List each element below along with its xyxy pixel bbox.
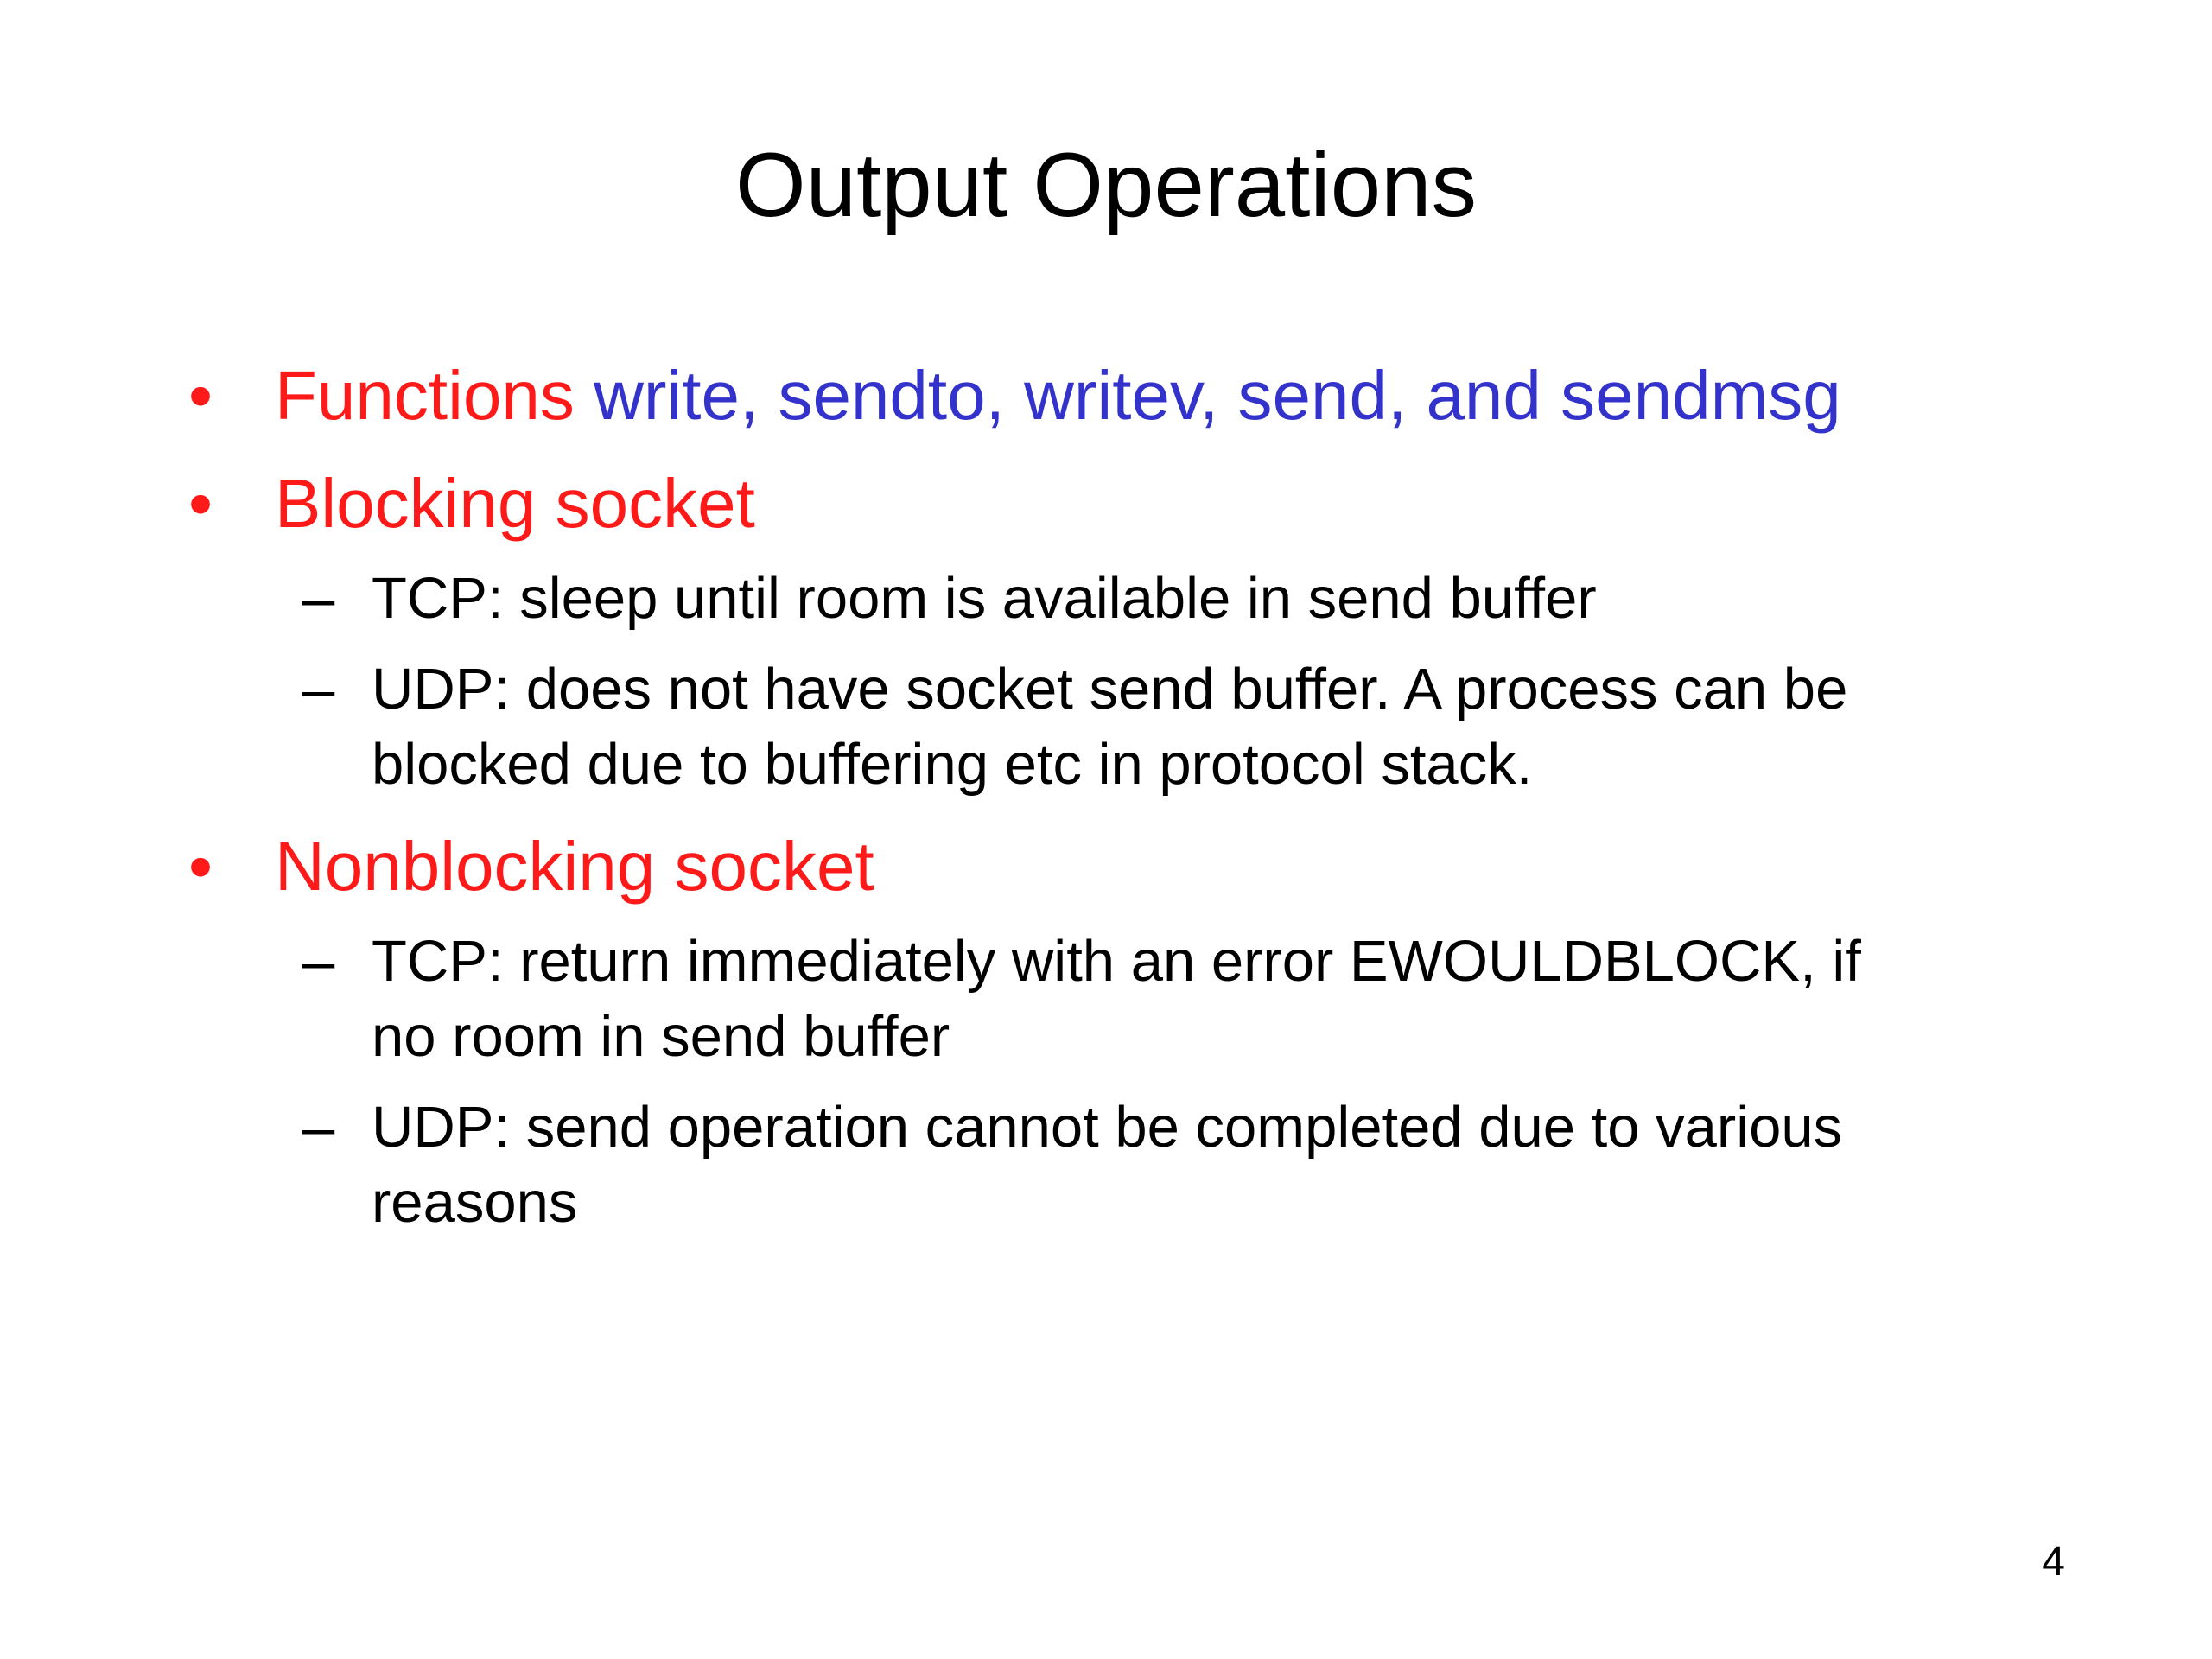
subitem-line: blocked due to buffering etc in protocol stack. bbox=[372, 732, 1533, 797]
bullet-label: Blocking socket bbox=[275, 465, 755, 542]
bullet-marker: • bbox=[188, 465, 213, 542]
subitem-line: UDP: send operation cannot be completed due to various bbox=[372, 1095, 1843, 1160]
subitem-line: TCP: sleep until room is available in send buffer bbox=[372, 566, 1597, 631]
bullet-marker: • bbox=[188, 828, 213, 905]
bullet-label: Nonblocking socket bbox=[275, 828, 874, 905]
slide-title: Output Operations bbox=[735, 135, 1477, 236]
function-list: write, sendto, writev, send, and sendmsg bbox=[594, 357, 1841, 434]
bullet-marker: • bbox=[188, 357, 213, 434]
subitem-line: TCP: return immediately with an error EWOULDBLOCK, if bbox=[372, 929, 1861, 994]
subitem-marker: – bbox=[302, 566, 335, 631]
subitem-line: no room in send buffer bbox=[372, 1004, 950, 1069]
subitem-marker: – bbox=[302, 929, 335, 994]
bullet-text bbox=[275, 354, 1841, 437]
subitem-line: UDP: does not have socket send buffer. A process can be bbox=[372, 657, 1848, 721]
page-number: 4 bbox=[2042, 1539, 2065, 1585]
subitem-marker: – bbox=[302, 1095, 335, 1160]
subitem-line: reasons bbox=[372, 1170, 578, 1235]
subitem-marker: – bbox=[302, 657, 335, 721]
bullet-label: Functions bbox=[275, 357, 575, 434]
